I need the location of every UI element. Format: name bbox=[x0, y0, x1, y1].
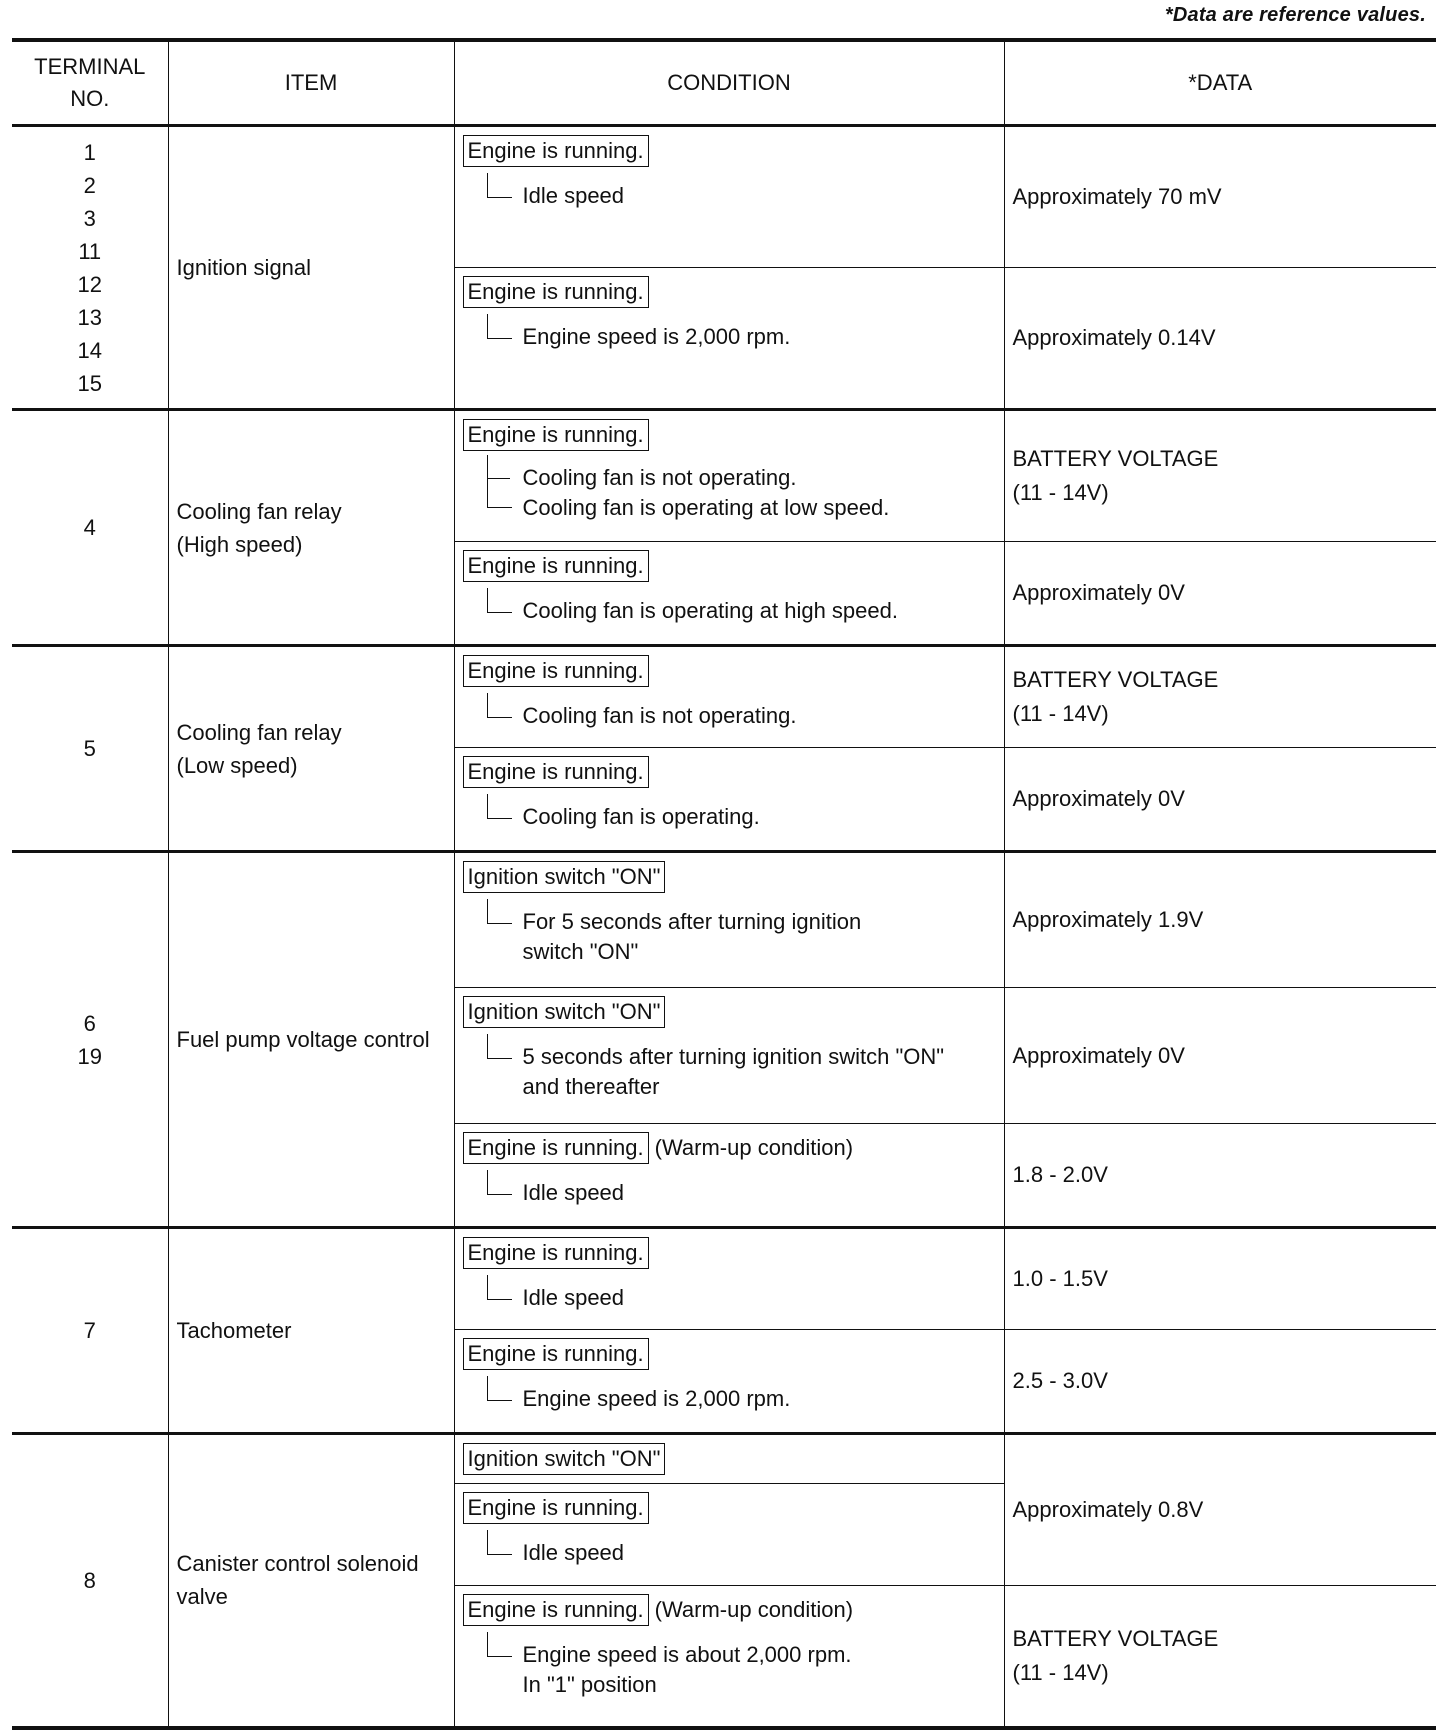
condition-box: Engine is running. bbox=[463, 1594, 649, 1626]
condition-cell bbox=[454, 1330, 1004, 1434]
bracket-line bbox=[487, 588, 512, 613]
sub-condition-text: For 5 seconds after turning ignition bbox=[522, 909, 862, 934]
condition-box: Engine is running. bbox=[463, 1237, 649, 1269]
data-value: 1.8 - 2.0V bbox=[1012, 1162, 1108, 1187]
bracket-line bbox=[487, 1530, 512, 1555]
data-value: Approximately 0.8V bbox=[1012, 1497, 1204, 1522]
terminal-number: 19 bbox=[77, 1043, 102, 1069]
condition-cell bbox=[454, 1228, 1004, 1330]
data-cell bbox=[1004, 1586, 1436, 1728]
sub-condition bbox=[487, 1640, 996, 1670]
sub-conditions bbox=[487, 1538, 996, 1568]
sub-condition bbox=[487, 181, 996, 211]
item-name-line: Canister control solenoid bbox=[176, 1551, 419, 1577]
data-cell bbox=[1004, 1434, 1436, 1586]
sub-condition-continued: switch "ON" bbox=[522, 939, 639, 964]
condition-cell bbox=[454, 748, 1004, 852]
data-cell bbox=[1004, 646, 1436, 748]
terminal-number: 14 bbox=[77, 337, 102, 363]
table-row bbox=[12, 410, 1436, 542]
condition-head bbox=[463, 756, 996, 788]
condition-cell bbox=[454, 1434, 1004, 1484]
condition-cell bbox=[454, 542, 1004, 646]
terminal-cell bbox=[12, 646, 168, 852]
terminal-number: 3 bbox=[83, 205, 96, 231]
header-condition: CONDITION bbox=[454, 40, 1004, 126]
table-body bbox=[12, 126, 1436, 1728]
condition-box: Engine is running. bbox=[463, 655, 649, 687]
data-value: BATTERY VOLTAGE bbox=[1012, 1625, 1219, 1651]
condition-head bbox=[463, 1237, 996, 1269]
bracket-line bbox=[487, 899, 512, 924]
item-name-line: valve bbox=[176, 1584, 228, 1610]
sub-condition-text: Idle speed bbox=[522, 1285, 625, 1310]
data-cell bbox=[1004, 748, 1436, 852]
condition-cell bbox=[454, 1124, 1004, 1228]
condition-cell bbox=[454, 410, 1004, 542]
sub-condition bbox=[487, 1042, 996, 1072]
terminal-cell bbox=[12, 852, 168, 1228]
table-row bbox=[12, 1228, 1436, 1330]
condition-head bbox=[463, 1338, 996, 1370]
condition-head bbox=[463, 550, 996, 582]
data-value: Approximately 1.9V bbox=[1012, 907, 1204, 932]
condition-box: Engine is running. bbox=[463, 419, 649, 451]
data-value: (11 - 14V) bbox=[1012, 701, 1109, 726]
sub-conditions bbox=[487, 1640, 996, 1700]
sub-condition-text: Cooling fan is not operating. bbox=[522, 465, 797, 490]
sub-condition bbox=[487, 463, 996, 493]
sub-condition-text: Cooling fan is operating at low speed. bbox=[522, 495, 890, 520]
sub-condition-text: Idle speed bbox=[522, 1180, 625, 1205]
sub-condition bbox=[487, 701, 996, 731]
header-data: *DATA bbox=[1004, 40, 1436, 126]
sub-condition bbox=[487, 322, 996, 352]
data-value: Approximately 70 mV bbox=[1012, 184, 1222, 209]
sub-condition-text: Cooling fan is not operating. bbox=[522, 703, 797, 728]
condition-cell bbox=[454, 1586, 1004, 1728]
terminal-cell bbox=[12, 126, 168, 410]
sub-condition-text: Idle speed bbox=[522, 1540, 625, 1565]
item-cell bbox=[168, 410, 454, 646]
sub-condition bbox=[487, 596, 996, 626]
terminal-cell bbox=[12, 410, 168, 646]
item-name-line: Cooling fan relay bbox=[176, 498, 342, 524]
terminal-number: 12 bbox=[77, 271, 102, 297]
header-row bbox=[12, 40, 1436, 126]
item-name-line: Cooling fan relay bbox=[176, 719, 342, 745]
table-row bbox=[12, 1434, 1436, 1484]
terminal-number: 1 bbox=[83, 139, 96, 165]
item-cell bbox=[168, 852, 454, 1228]
sub-conditions bbox=[487, 181, 996, 211]
terminal-number: 11 bbox=[78, 238, 102, 264]
sub-condition-text: Idle speed bbox=[522, 183, 625, 208]
sub-condition bbox=[487, 1384, 996, 1414]
condition-cell bbox=[454, 126, 1004, 268]
condition-box: Ignition switch "ON" bbox=[463, 1443, 666, 1475]
table-row bbox=[12, 646, 1436, 748]
item-cell bbox=[168, 1228, 454, 1434]
sub-condition bbox=[487, 1538, 996, 1568]
sub-condition-continued: In "1" position bbox=[522, 1672, 657, 1697]
bracket-line bbox=[487, 1170, 512, 1195]
terminal-number: 8 bbox=[83, 1567, 96, 1593]
condition-head bbox=[463, 996, 996, 1028]
item-name-line: Tachometer bbox=[176, 1318, 292, 1343]
sub-conditions bbox=[487, 322, 996, 352]
sub-conditions bbox=[487, 1283, 996, 1313]
bracket-line bbox=[487, 314, 512, 339]
condition-head bbox=[463, 135, 996, 167]
condition-cell bbox=[454, 988, 1004, 1124]
data-value: (11 - 14V) bbox=[1012, 1659, 1109, 1685]
data-value: Approximately 0.14V bbox=[1012, 325, 1216, 350]
condition-cell bbox=[454, 852, 1004, 988]
sub-condition-text: Engine speed is 2,000 rpm. bbox=[522, 324, 791, 349]
item-name-line: Fuel pump voltage control bbox=[176, 1027, 430, 1052]
bracket-line bbox=[487, 1034, 512, 1059]
sub-condition-text: 5 seconds after turning ignition switch "ON" bbox=[522, 1044, 945, 1069]
condition-box: Engine is running. bbox=[463, 1338, 649, 1370]
header-item: ITEM bbox=[168, 40, 454, 126]
condition-box: Ignition switch "ON" bbox=[463, 861, 666, 893]
table-row bbox=[12, 852, 1436, 988]
reference-note: *Data are reference values. bbox=[1164, 4, 1426, 26]
data-value: 1.0 - 1.5V bbox=[1012, 1266, 1108, 1291]
data-value: Approximately 0V bbox=[1012, 786, 1185, 811]
item-name-line: Ignition signal bbox=[176, 255, 312, 280]
condition-head bbox=[463, 419, 996, 451]
item-cell bbox=[168, 126, 454, 410]
sub-conditions bbox=[487, 1178, 996, 1208]
data-value: Approximately 0V bbox=[1012, 580, 1185, 605]
sub-condition bbox=[487, 907, 996, 937]
terminal-number: 6 bbox=[83, 1010, 96, 1036]
condition-head bbox=[463, 655, 996, 687]
header-terminal bbox=[12, 40, 168, 126]
item-cell bbox=[168, 1434, 454, 1728]
condition-head bbox=[463, 1132, 996, 1164]
condition-box: Engine is running. bbox=[463, 756, 649, 788]
terminal-number: 2 bbox=[83, 172, 96, 198]
data-value: BATTERY VOLTAGE bbox=[1012, 667, 1219, 692]
item-cell bbox=[168, 646, 454, 852]
condition-head bbox=[463, 1594, 996, 1626]
bracket-line bbox=[487, 1376, 512, 1401]
data-value: 2.5 - 3.0V bbox=[1012, 1368, 1108, 1393]
sub-condition-text: Engine speed is 2,000 rpm. bbox=[522, 1386, 791, 1411]
bracket-line bbox=[487, 693, 512, 718]
data-cell bbox=[1004, 1124, 1436, 1228]
terminal-number: 15 bbox=[77, 370, 102, 396]
terminal-number: 7 bbox=[83, 1318, 96, 1343]
condition-cell bbox=[454, 268, 1004, 410]
table-row bbox=[12, 126, 1436, 268]
condition-box: Engine is running. bbox=[463, 550, 649, 582]
condition-box: Engine is running. bbox=[463, 1132, 649, 1164]
sub-conditions bbox=[487, 802, 996, 832]
bracket-line bbox=[487, 794, 512, 819]
sub-condition bbox=[487, 1178, 996, 1208]
data-cell bbox=[1004, 1330, 1436, 1434]
sub-condition bbox=[487, 802, 996, 832]
data-value: BATTERY VOLTAGE bbox=[1012, 446, 1219, 471]
data-cell bbox=[1004, 126, 1436, 268]
sub-conditions bbox=[487, 1384, 996, 1414]
sub-conditions bbox=[487, 907, 996, 967]
bracket-line bbox=[487, 479, 512, 508]
terminal-cell bbox=[12, 1434, 168, 1728]
sub-conditions bbox=[487, 596, 996, 626]
condition-cell bbox=[454, 1484, 1004, 1586]
bracket-line bbox=[487, 173, 512, 198]
sub-condition-text: Engine speed is about 2,000 rpm. bbox=[522, 1642, 852, 1667]
data-value: Approximately 0V bbox=[1012, 1042, 1185, 1068]
sub-conditions bbox=[487, 463, 996, 523]
sub-condition-continued: and thereafter bbox=[522, 1074, 660, 1099]
item-name-line: (High speed) bbox=[176, 531, 303, 557]
condition-box: Engine is running. bbox=[463, 135, 649, 167]
condition-head bbox=[463, 276, 996, 308]
condition-cell bbox=[454, 646, 1004, 748]
terminal-spec-table bbox=[12, 38, 1436, 1730]
sub-conditions bbox=[487, 1042, 996, 1102]
data-cell bbox=[1004, 410, 1436, 542]
header-terminal-line2: NO. bbox=[70, 86, 110, 111]
condition-head bbox=[463, 1443, 996, 1475]
sub-conditions bbox=[487, 701, 996, 731]
condition-box: Ignition switch "ON" bbox=[463, 996, 666, 1028]
data-cell bbox=[1004, 542, 1436, 646]
item-name-line: (Low speed) bbox=[176, 752, 298, 778]
data-cell bbox=[1004, 1228, 1436, 1330]
sub-condition-text: Cooling fan is operating. bbox=[522, 804, 760, 829]
data-cell bbox=[1004, 268, 1436, 410]
terminal-cell bbox=[12, 1228, 168, 1434]
data-cell bbox=[1004, 852, 1436, 988]
bracket-line bbox=[487, 1632, 512, 1657]
sub-condition bbox=[487, 1283, 996, 1313]
bracket-line bbox=[487, 1275, 512, 1300]
terminal-number: 13 bbox=[77, 304, 102, 330]
terminal-number: 5 bbox=[83, 736, 96, 761]
condition-head bbox=[463, 861, 996, 893]
condition-suffix: (Warm-up condition) bbox=[654, 1597, 854, 1622]
data-value: (11 - 14V) bbox=[1012, 480, 1109, 505]
sub-condition-text: Cooling fan is operating at high speed. bbox=[522, 598, 898, 623]
condition-head bbox=[463, 1492, 996, 1524]
condition-box: Engine is running. bbox=[463, 1492, 649, 1524]
data-cell bbox=[1004, 988, 1436, 1124]
condition-suffix: (Warm-up condition) bbox=[654, 1135, 854, 1160]
header-terminal-line1: TERMINAL bbox=[34, 54, 146, 79]
sub-condition bbox=[487, 493, 996, 523]
condition-box: Engine is running. bbox=[463, 276, 649, 308]
terminal-number: 4 bbox=[83, 515, 96, 540]
